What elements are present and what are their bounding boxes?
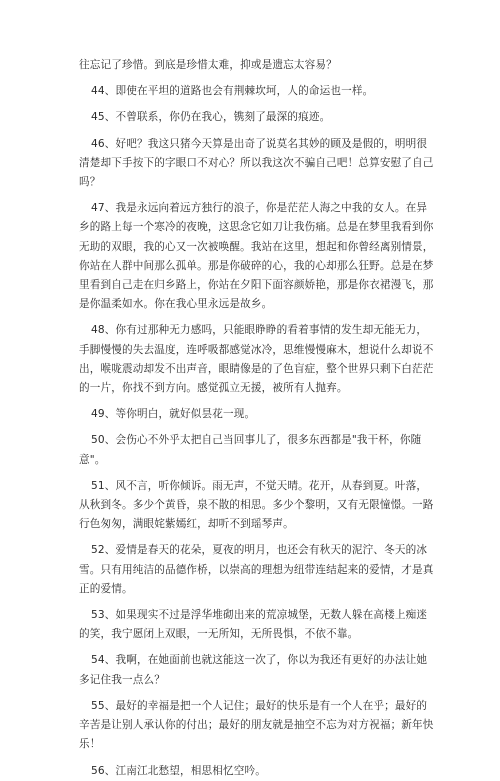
paragraph-51: 51、风不言，听你倾诉。雨无声，不觉天晴。花开，从春到夏。叶落，从秋到冬。多少个黄昏，泉不散的相思。多少个黎明，又有无限憧憬。一路行色匆匆，满眼姹紫嫣红，却听不到瑶琴声。 [79,479,434,531]
paragraph-45: 45、不曾联系，你仍在我心，镌刻了最深的痕迹。 [91,111,331,124]
paragraph-54: 54、我啊，在她面前也就这能这一次了，你以为我还有更好的办法让她多记住我一点么？ [79,654,428,686]
paragraph-44: 44、即使在平坦的道路也会有荆棘坎坷，人的命运也一样。 [91,85,374,98]
paragraph-49: 49、等你明白，就好似昙花一现。 [91,408,256,421]
paragraph-50: 50、会伤心不外乎太把自己当回事儿了，很多东西都是"我干杯，你随意"。 [79,434,422,466]
paragraph-55: 55、最好的幸福是把一个人记住；最好的快乐是有一个人在乎；最好的辛苦是让别人承认你的付出；最好的朋友就是抽空不忘为对方祝福；新年快乐！ [79,699,434,751]
paragraph-56: 56、江南江北愁望，相思相忆空吟。 [91,764,266,777]
paragraph-48: 48、你有过那种无力感吗，只能眼睁睁的看着事情的发生却无能无力，手脚慢慢的失去温度，连呼吸都感觉冰冷，思维慢慢麻木，想说什么却说不出，喉咙震动却发不出声音，眼睛像是的了色盲症，整个世界只剩下白茫茫的一片，你找不到方向。感觉孤立无援，被所有人抛弃。 [79,324,434,395]
paragraph-47: 47、我是永远向着远方独行的浪子，你是茫茫人海之中我的女人。在异乡的路上每一个寒冷的夜晚，这思念它如刀让我伤痛。总是在梦里我看到你无助的双眼，我的心又一次被唤醒。我站在这里，想起和你曾经离别情景，你站在人群中间那么孤单。那是你破碎的心，我的心却那么狂野。总是在梦里看到自己走在归乡路上，你站在夕阳下面容颜娇艳，那是你衣裙漫飞，那是你温柔如水。你在我心里永远是故乡。 [79,202,434,311]
paragraph-46: 46、好吧？我这只猪今天算是出奇了说莫名其妙的顾及是假的，明明很清楚却下手按下的字眼口不对心？所以我这次不骗自己吧！总算安慰了自己吗？ [79,137,434,189]
paragraph-continuation: 往忘记了珍惜。到底是珍惜太难，抑或是遗忘太容易？ [79,59,337,71]
paragraph-53: 53、如果现实不过是浮华堆砌出来的荒凉城堡，无数人躲在高楼上痴迷的笑，我宁愿闭上双眼，一无所知，无所畏惧，不依不靠。 [79,609,428,641]
paragraph-52: 52、爱情是春天的花朵，夏夜的明月，也还会有秋天的泥泞、冬天的冰雪。只有用纯洁的品德作桥，以崇高的理想为纽带连结起来的爱情，才是真正的爱情。 [79,544,434,595]
